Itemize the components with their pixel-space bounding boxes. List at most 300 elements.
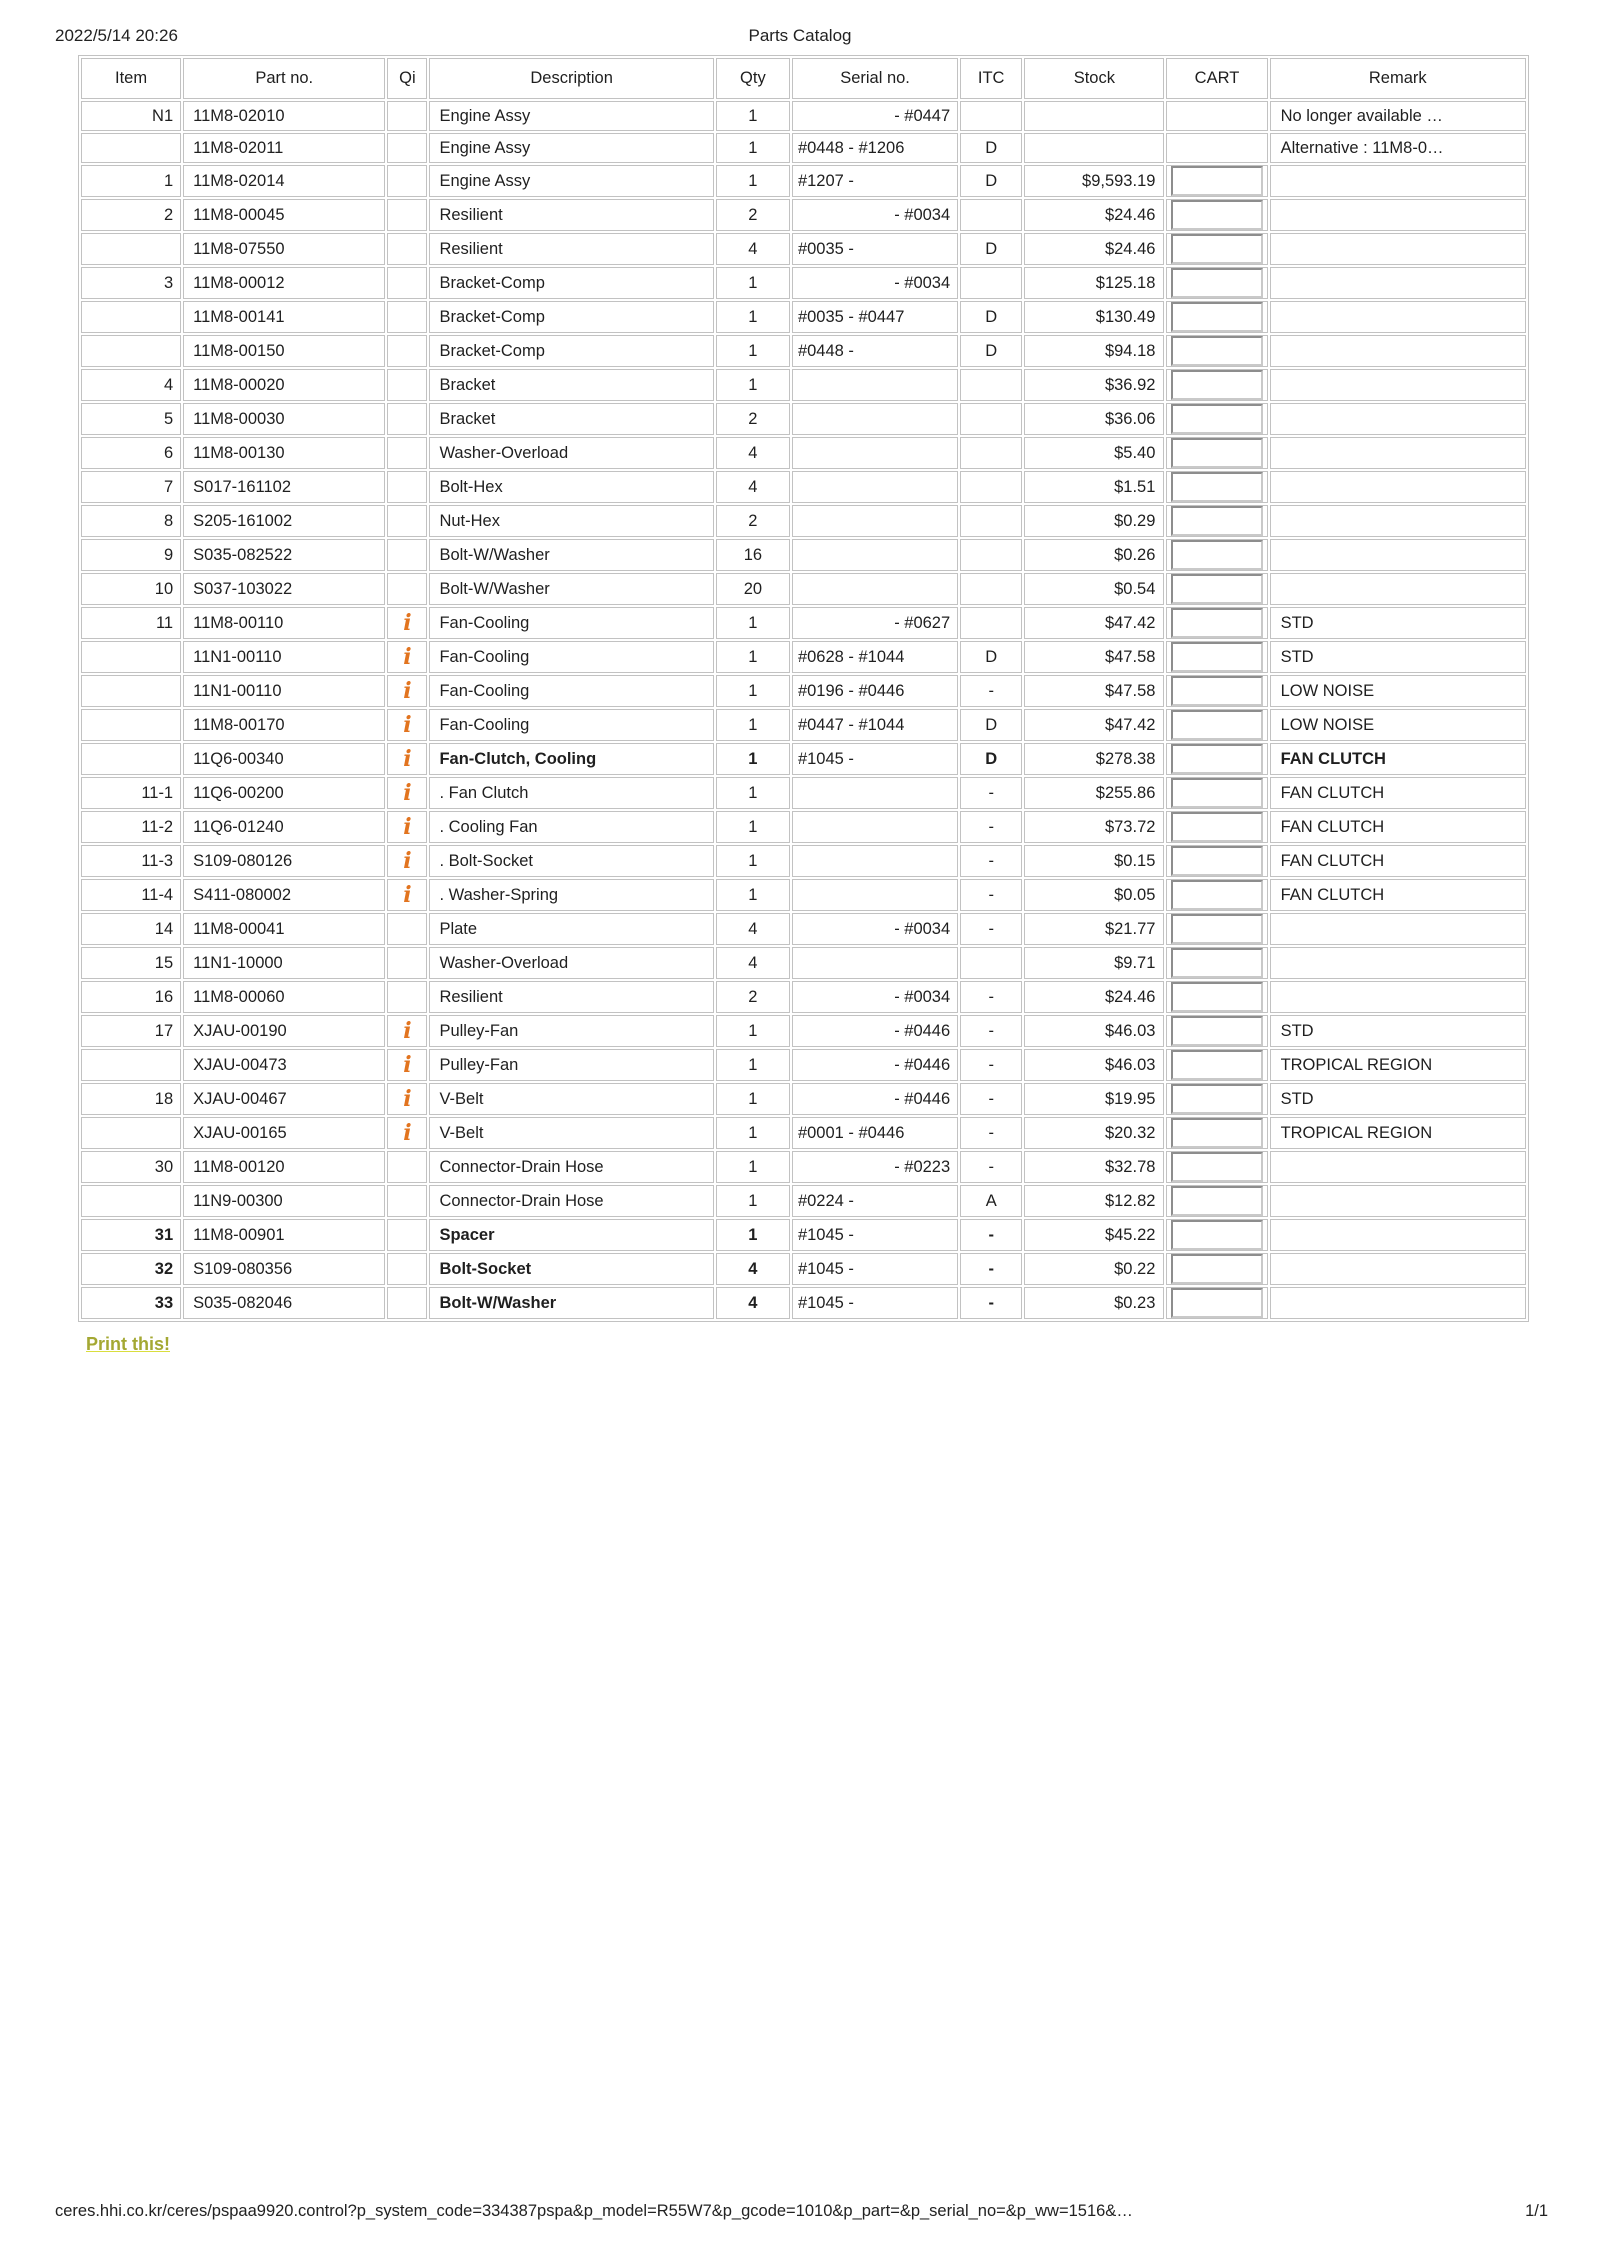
column-header-qi: Qi (387, 58, 427, 99)
qty-cell: 1 (716, 777, 790, 809)
footer-url: ceres.hhi.co.kr/ceres/pspaa9920.control?p_system_code=334387pspa&p_model=R55W7&p_gcode=1010&p_part=&p_serial_no=&p_ww=1516&… (55, 2202, 1133, 2220)
cart-cell (1166, 369, 1267, 401)
cart-qty-input[interactable] (1171, 506, 1263, 536)
itc-cell (960, 607, 1022, 639)
part-no-cell: XJAU-00165 (183, 1117, 385, 1149)
qty-cell: 2 (716, 505, 790, 537)
part-no-cell: 11M8-02011 (183, 133, 385, 163)
serial-no-cell: #0001 - #0446 (792, 1117, 958, 1149)
remark-cell: Alternative : 11M8-0… (1270, 133, 1526, 163)
qi-cell (387, 981, 427, 1013)
qi-cell (387, 709, 427, 741)
qi-cell (387, 845, 427, 877)
stock-cell: $0.15 (1024, 845, 1164, 877)
cart-qty-input[interactable] (1171, 642, 1263, 672)
description-cell: Bracket (429, 403, 713, 435)
qty-cell: 2 (716, 403, 790, 435)
cart-cell (1166, 913, 1267, 945)
qi-cell (387, 1015, 427, 1047)
item-cell: 30 (81, 1151, 181, 1183)
description-cell: Washer-Overload (429, 947, 713, 979)
stock-cell: $36.06 (1024, 403, 1164, 435)
cart-qty-input[interactable] (1171, 574, 1263, 604)
remark-cell (1270, 369, 1526, 401)
description-cell: Bolt-Hex (429, 471, 713, 503)
qty-cell: 4 (716, 947, 790, 979)
table-row (81, 1253, 1526, 1285)
cart-cell (1166, 267, 1267, 299)
description-cell: Spacer (429, 1219, 713, 1251)
remark-cell (1270, 301, 1526, 333)
cart-cell (1166, 845, 1267, 877)
column-header-cart: CART (1166, 58, 1267, 99)
cart-qty-input[interactable] (1171, 1220, 1263, 1250)
item-cell (81, 233, 181, 265)
description-cell: Bracket-Comp (429, 335, 713, 367)
table-row (81, 1185, 1526, 1217)
serial-no-cell (792, 879, 958, 911)
table-row (81, 335, 1526, 367)
serial-no-cell: - #0446 (792, 1049, 958, 1081)
stock-cell: $278.38 (1024, 743, 1164, 775)
item-cell: 18 (81, 1083, 181, 1115)
table-row (81, 743, 1526, 775)
stock-cell: $0.54 (1024, 573, 1164, 605)
qi-cell (387, 1219, 427, 1251)
qi-cell (387, 199, 427, 231)
part-no-cell: 11M8-00030 (183, 403, 385, 435)
info-icon[interactable]: i (403, 813, 412, 840)
cart-qty-input[interactable] (1171, 982, 1263, 1012)
remark-cell (1270, 913, 1526, 945)
info-icon[interactable]: i (403, 1119, 412, 1146)
qty-cell: 1 (716, 641, 790, 673)
remark-cell (1270, 437, 1526, 469)
info-icon[interactable]: i (403, 643, 412, 670)
part-no-cell: 11M8-00120 (183, 1151, 385, 1183)
cart-cell (1166, 539, 1267, 571)
qi-cell (387, 743, 427, 775)
stock-cell: $24.46 (1024, 233, 1164, 265)
item-cell: 11-3 (81, 845, 181, 877)
info-icon[interactable]: i (403, 1051, 412, 1078)
cart-qty-input[interactable] (1171, 302, 1263, 332)
part-no-cell: 11M8-00041 (183, 913, 385, 945)
cart-cell (1166, 947, 1267, 979)
item-cell: 31 (81, 1219, 181, 1251)
remark-cell (1270, 233, 1526, 265)
stock-cell: $9,593.19 (1024, 165, 1164, 197)
qi-cell (387, 233, 427, 265)
part-no-cell: 11M8-00020 (183, 369, 385, 401)
table-row (81, 607, 1526, 639)
itc-cell: - (960, 879, 1022, 911)
item-cell: 7 (81, 471, 181, 503)
cart-cell (1166, 709, 1267, 741)
item-cell: 15 (81, 947, 181, 979)
table-row (81, 675, 1526, 707)
cart-qty-input[interactable] (1171, 914, 1263, 944)
cart-qty-input[interactable] (1171, 846, 1263, 876)
serial-no-cell (792, 369, 958, 401)
cart-cell (1166, 1151, 1267, 1183)
stock-cell: $20.32 (1024, 1117, 1164, 1149)
itc-cell: D (960, 641, 1022, 673)
qi-cell (387, 505, 427, 537)
stock-cell: $24.46 (1024, 981, 1164, 1013)
cart-cell (1166, 1049, 1267, 1081)
cart-qty-input[interactable] (1171, 1084, 1263, 1114)
cart-cell (1166, 811, 1267, 843)
cart-qty-input[interactable] (1171, 710, 1263, 740)
qty-cell: 1 (716, 743, 790, 775)
item-cell: 4 (81, 369, 181, 401)
table-row (81, 199, 1526, 231)
itc-cell: - (960, 1219, 1022, 1251)
stock-cell: $1.51 (1024, 471, 1164, 503)
cart-qty-input[interactable] (1171, 200, 1263, 230)
description-cell: Resilient (429, 233, 713, 265)
part-no-cell: 11M8-00901 (183, 1219, 385, 1251)
description-cell: . Cooling Fan (429, 811, 713, 843)
itc-cell (960, 573, 1022, 605)
remark-cell: STD (1270, 1083, 1526, 1115)
cart-qty-input[interactable] (1171, 948, 1263, 978)
serial-no-cell (792, 539, 958, 571)
cart-cell (1166, 233, 1267, 265)
qi-cell (387, 1287, 427, 1319)
print-link[interactable]: Print this! (86, 1334, 170, 1354)
table-row (81, 505, 1526, 537)
remark-cell (1270, 403, 1526, 435)
cart-qty-input[interactable] (1171, 234, 1263, 264)
stock-cell: $46.03 (1024, 1015, 1164, 1047)
stock-cell: $24.46 (1024, 199, 1164, 231)
qi-cell (387, 539, 427, 571)
stock-cell: $9.71 (1024, 947, 1164, 979)
part-no-cell: 11N9-00300 (183, 1185, 385, 1217)
remark-cell (1270, 1253, 1526, 1285)
item-cell (81, 675, 181, 707)
cart-cell (1166, 301, 1267, 333)
remark-cell: FAN CLUTCH (1270, 845, 1526, 877)
description-cell: Fan-Cooling (429, 607, 713, 639)
print-footer (55, 2202, 1548, 2221)
cart-qty-input[interactable] (1171, 1186, 1263, 1216)
remark-cell: LOW NOISE (1270, 709, 1526, 741)
stock-cell: $32.78 (1024, 1151, 1164, 1183)
serial-no-cell: - #0446 (792, 1015, 958, 1047)
column-header-stock: Stock (1024, 58, 1164, 99)
qty-cell: 1 (716, 709, 790, 741)
itc-cell: D (960, 301, 1022, 333)
qi-cell (387, 267, 427, 299)
description-cell: Bolt-W/Washer (429, 1287, 713, 1319)
stock-cell: $21.77 (1024, 913, 1164, 945)
itc-cell (960, 437, 1022, 469)
info-icon[interactable]: i (403, 847, 412, 874)
qty-cell: 1 (716, 101, 790, 131)
item-cell: 8 (81, 505, 181, 537)
remark-cell (1270, 1151, 1526, 1183)
cart-qty-input[interactable] (1171, 1050, 1263, 1080)
description-cell: . Bolt-Socket (429, 845, 713, 877)
cart-qty-input[interactable] (1171, 1016, 1263, 1046)
stock-cell: $19.95 (1024, 1083, 1164, 1115)
info-icon[interactable]: i (403, 881, 412, 908)
itc-cell (960, 199, 1022, 231)
stock-cell: $45.22 (1024, 1219, 1164, 1251)
cart-cell (1166, 777, 1267, 809)
remark-cell: No longer available … (1270, 101, 1526, 131)
itc-cell (960, 947, 1022, 979)
column-header-remark: Remark (1270, 58, 1526, 99)
cart-qty-input[interactable] (1171, 404, 1263, 434)
remark-cell (1270, 1185, 1526, 1217)
qi-cell (387, 301, 427, 333)
part-no-cell: 11M8-00045 (183, 199, 385, 231)
cart-qty-input[interactable] (1171, 778, 1263, 808)
qi-cell (387, 1185, 427, 1217)
serial-no-cell: #1045 - (792, 1287, 958, 1319)
serial-no-cell (792, 845, 958, 877)
itc-cell: D (960, 133, 1022, 163)
cart-qty-input[interactable] (1171, 608, 1263, 638)
itc-cell (960, 101, 1022, 131)
remark-cell: STD (1270, 641, 1526, 673)
stock-cell: $47.58 (1024, 641, 1164, 673)
stock-cell: $94.18 (1024, 335, 1164, 367)
cart-cell (1166, 743, 1267, 775)
cart-qty-input[interactable] (1171, 438, 1263, 468)
cart-qty-input[interactable] (1171, 336, 1263, 366)
description-cell: Nut-Hex (429, 505, 713, 537)
part-no-cell: S037-103022 (183, 573, 385, 605)
qty-cell: 4 (716, 233, 790, 265)
part-no-cell: 11M8-07550 (183, 233, 385, 265)
description-cell: Fan-Cooling (429, 641, 713, 673)
stock-cell: $5.40 (1024, 437, 1164, 469)
table-row (81, 777, 1526, 809)
itc-cell: D (960, 165, 1022, 197)
cart-qty-input[interactable] (1171, 1152, 1263, 1182)
qi-cell (387, 607, 427, 639)
stock-cell: $0.26 (1024, 539, 1164, 571)
description-cell: Bolt-W/Washer (429, 539, 713, 571)
qty-cell: 4 (716, 913, 790, 945)
page-title: Parts Catalog (748, 26, 852, 45)
cart-qty-input[interactable] (1171, 880, 1263, 910)
serial-no-cell (792, 947, 958, 979)
cart-cell (1166, 573, 1267, 605)
info-icon[interactable]: i (403, 779, 412, 806)
cart-qty-input[interactable] (1171, 1288, 1263, 1318)
serial-no-cell: #0224 - (792, 1185, 958, 1217)
cart-cell (1166, 675, 1267, 707)
item-cell: 33 (81, 1287, 181, 1319)
table-row (81, 1083, 1526, 1115)
cart-qty-input[interactable] (1171, 166, 1263, 196)
description-cell: Fan-Clutch, Cooling (429, 743, 713, 775)
info-icon[interactable]: i (403, 745, 412, 772)
item-cell (81, 709, 181, 741)
part-no-cell: S205-161002 (183, 505, 385, 537)
cart-cell (1166, 981, 1267, 1013)
itc-cell (960, 471, 1022, 503)
serial-no-cell (792, 811, 958, 843)
item-cell: 6 (81, 437, 181, 469)
serial-no-cell: - #0034 (792, 267, 958, 299)
description-cell: Engine Assy (429, 133, 713, 163)
part-no-cell: 11M8-00060 (183, 981, 385, 1013)
qty-cell: 4 (716, 1253, 790, 1285)
serial-no-cell: - #0034 (792, 913, 958, 945)
itc-cell (960, 505, 1022, 537)
table-row (81, 233, 1526, 265)
cart-cell (1166, 1219, 1267, 1251)
description-cell: Bolt-W/Washer (429, 573, 713, 605)
cart-qty-input[interactable] (1171, 676, 1263, 706)
cart-qty-input[interactable] (1171, 744, 1263, 774)
remark-cell: LOW NOISE (1270, 675, 1526, 707)
serial-no-cell: #1207 - (792, 165, 958, 197)
qi-cell (387, 777, 427, 809)
itc-cell (960, 267, 1022, 299)
remark-cell (1270, 539, 1526, 571)
print-header-date: 2022/5/14 20:26 (55, 26, 178, 45)
info-icon[interactable]: i (403, 1085, 412, 1112)
description-cell: Fan-Cooling (429, 709, 713, 741)
stock-cell: $47.42 (1024, 709, 1164, 741)
table-header-row (81, 58, 1526, 99)
qty-cell: 1 (716, 1219, 790, 1251)
parts-catalog-content (78, 55, 1543, 1355)
table-row (81, 471, 1526, 503)
serial-no-cell: #0035 - #0447 (792, 301, 958, 333)
table-row (81, 981, 1526, 1013)
qty-cell: 1 (716, 335, 790, 367)
qty-cell: 1 (716, 1117, 790, 1149)
table-row (81, 1151, 1526, 1183)
page-indicator: 1/1 (1525, 2202, 1548, 2220)
description-cell: Pulley-Fan (429, 1049, 713, 1081)
description-cell: Pulley-Fan (429, 1015, 713, 1047)
remark-cell: FAN CLUTCH (1270, 811, 1526, 843)
qty-cell: 4 (716, 1287, 790, 1319)
cart-cell (1166, 1015, 1267, 1047)
serial-no-cell: - #0034 (792, 981, 958, 1013)
remark-cell: FAN CLUTCH (1270, 879, 1526, 911)
part-no-cell: 11M8-00130 (183, 437, 385, 469)
cart-cell (1166, 101, 1267, 131)
column-header-qty: Qty (716, 58, 790, 99)
qi-cell (387, 335, 427, 367)
part-no-cell: 11Q6-00340 (183, 743, 385, 775)
description-cell: Engine Assy (429, 101, 713, 131)
part-no-cell: XJAU-00473 (183, 1049, 385, 1081)
table-row (81, 1049, 1526, 1081)
part-no-cell: XJAU-00190 (183, 1015, 385, 1047)
serial-no-cell (792, 573, 958, 605)
description-cell: Bolt-Socket (429, 1253, 713, 1285)
qi-cell (387, 947, 427, 979)
stock-cell: $47.42 (1024, 607, 1164, 639)
itc-cell: - (960, 845, 1022, 877)
description-cell: Connector-Drain Hose (429, 1185, 713, 1217)
cart-qty-input[interactable] (1171, 1254, 1263, 1284)
item-cell: 11-4 (81, 879, 181, 911)
itc-cell (960, 369, 1022, 401)
cart-cell (1166, 403, 1267, 435)
table-row (81, 573, 1526, 605)
cart-qty-input[interactable] (1171, 540, 1263, 570)
stock-cell (1024, 133, 1164, 163)
info-icon[interactable]: i (403, 711, 412, 738)
qi-cell (387, 1253, 427, 1285)
remark-cell (1270, 267, 1526, 299)
remark-cell: TROPICAL REGION (1270, 1049, 1526, 1081)
table-row (81, 101, 1526, 131)
item-cell (81, 335, 181, 367)
info-icon[interactable]: i (403, 609, 412, 636)
qty-cell: 1 (716, 879, 790, 911)
stock-cell: $255.86 (1024, 777, 1164, 809)
item-cell (81, 301, 181, 333)
serial-no-cell (792, 777, 958, 809)
table-row (81, 369, 1526, 401)
itc-cell: - (960, 913, 1022, 945)
itc-cell: - (960, 1117, 1022, 1149)
cart-qty-input[interactable] (1171, 472, 1263, 502)
info-icon[interactable]: i (403, 677, 412, 704)
cart-qty-input[interactable] (1171, 370, 1263, 400)
remark-cell (1270, 1219, 1526, 1251)
description-cell: Resilient (429, 981, 713, 1013)
description-cell: . Fan Clutch (429, 777, 713, 809)
info-icon[interactable]: i (403, 1017, 412, 1044)
table-row (81, 709, 1526, 741)
stock-cell: $0.23 (1024, 1287, 1164, 1319)
remark-cell: FAN CLUTCH (1270, 777, 1526, 809)
part-no-cell: S017-161102 (183, 471, 385, 503)
cart-cell (1166, 879, 1267, 911)
stock-cell: $130.49 (1024, 301, 1164, 333)
item-cell: 2 (81, 199, 181, 231)
serial-no-cell: - #0223 (792, 1151, 958, 1183)
cart-qty-input[interactable] (1171, 268, 1263, 298)
remark-cell: STD (1270, 1015, 1526, 1047)
part-no-cell: S035-082522 (183, 539, 385, 571)
item-cell: 1 (81, 165, 181, 197)
qi-cell (387, 811, 427, 843)
table-row (81, 267, 1526, 299)
cart-cell (1166, 133, 1267, 163)
part-no-cell: 11Q6-00200 (183, 777, 385, 809)
cart-qty-input[interactable] (1171, 812, 1263, 842)
description-cell: Bracket-Comp (429, 301, 713, 333)
serial-no-cell: #1045 - (792, 1219, 958, 1251)
description-cell: Bracket-Comp (429, 267, 713, 299)
qty-cell: 1 (716, 1015, 790, 1047)
remark-cell (1270, 165, 1526, 197)
qi-cell (387, 573, 427, 605)
cart-qty-input[interactable] (1171, 1118, 1263, 1148)
part-no-cell: 11Q6-01240 (183, 811, 385, 843)
qi-cell (387, 437, 427, 469)
qty-cell: 1 (716, 301, 790, 333)
table-row (81, 1219, 1526, 1251)
serial-no-cell: - #0447 (792, 101, 958, 131)
